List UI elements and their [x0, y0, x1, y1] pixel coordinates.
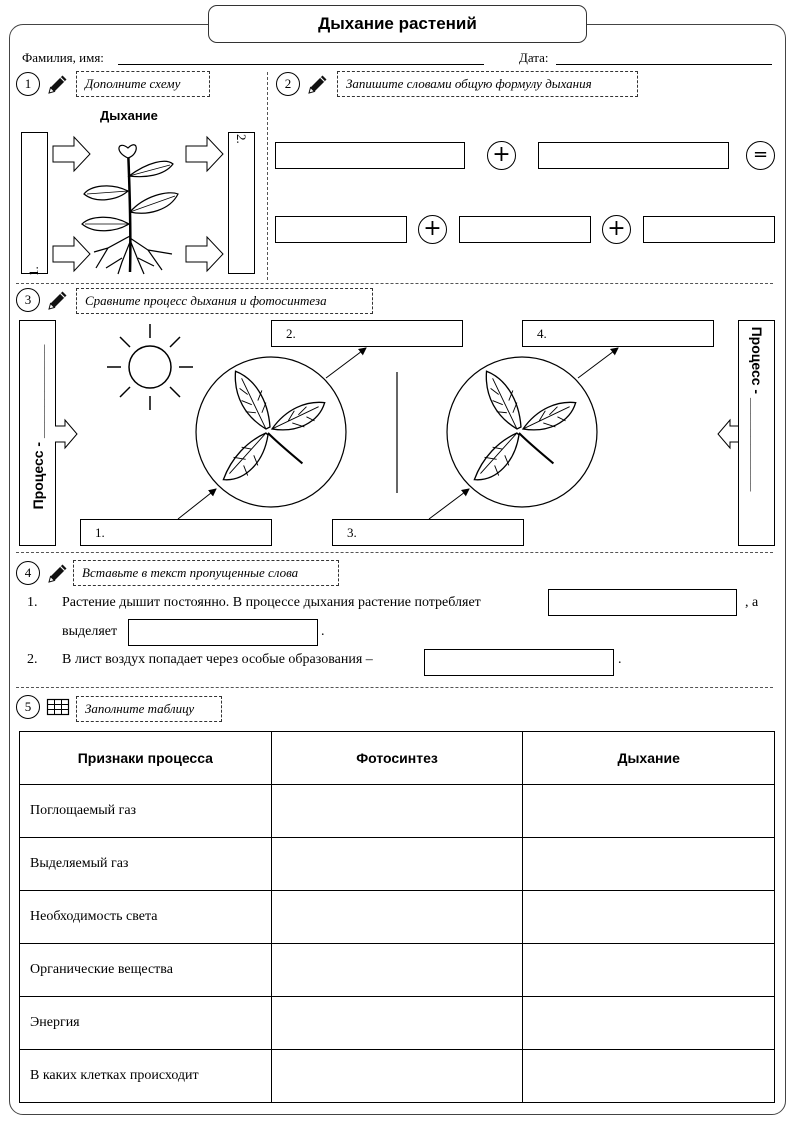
table-cell-respiration[interactable] — [523, 785, 775, 838]
row-label: В каких клетках происходит — [20, 1050, 272, 1103]
plus-icon: + — [487, 141, 516, 170]
task3-box2-number: 2. — [286, 326, 296, 341]
right-process-label: Процесс - ____________ — [749, 326, 765, 492]
task-number-3: 3 — [16, 288, 40, 312]
row-label: Поглощаемый газ — [20, 785, 272, 838]
task1-box1-number: 1. — [26, 266, 41, 276]
table-cell-photosynthesis[interactable] — [271, 944, 523, 997]
column-header: Фотосинтез — [271, 732, 523, 785]
table-cell-photosynthesis[interactable] — [271, 838, 523, 891]
item-number: 2. — [27, 652, 38, 667]
task1-instruction: Дополните схему — [76, 71, 210, 97]
table-cell-photosynthesis[interactable] — [271, 891, 523, 944]
item-number: 1. — [27, 595, 38, 610]
comparison-table — [19, 731, 775, 1103]
plus-icon: + — [418, 215, 447, 244]
section-divider — [16, 552, 773, 553]
task1-box2-number: 2. — [234, 134, 249, 144]
name-label: Фамилия, имя: — [22, 50, 104, 65]
item-text: . — [618, 652, 622, 667]
task3-box4-number: 4. — [537, 326, 547, 341]
task-number-5: 5 — [16, 695, 40, 719]
table-header-row — [20, 732, 775, 785]
table-cell-respiration[interactable] — [523, 997, 775, 1050]
table-row — [20, 944, 775, 997]
task1-heading: Дыхание — [100, 108, 158, 123]
fill-blank-input-2[interactable] — [128, 619, 318, 646]
left-process-label: Процесс - ____________ — [30, 344, 46, 510]
table-cell-respiration[interactable] — [523, 1050, 775, 1103]
task3-box3-number: 3. — [347, 525, 357, 540]
task3-box1-number: 1. — [95, 525, 105, 540]
row-label: Выделяемый газ — [20, 838, 272, 891]
table-row — [20, 891, 775, 944]
row-label: Необходимость света — [20, 891, 272, 944]
date-label: Дата: — [519, 50, 549, 65]
row-label: Энергия — [20, 997, 272, 1050]
table-row — [20, 1050, 775, 1103]
table-cell-respiration[interactable] — [523, 891, 775, 944]
row-label: Органические вещества — [20, 944, 272, 997]
item-text: В лист воздух попадает через особые образования – — [62, 652, 373, 667]
column-header: Дыхание — [523, 732, 775, 785]
table-cell-respiration[interactable] — [523, 838, 775, 891]
item-text: , а — [745, 595, 759, 610]
plus-icon: + — [602, 215, 631, 244]
task-number-2: 2 — [276, 72, 300, 96]
item-text: выделяет — [62, 624, 118, 639]
table-row — [20, 997, 775, 1050]
right-process-box[interactable] — [738, 320, 775, 546]
task2-instruction: Запишите словами общую формулу дыхания — [337, 71, 638, 97]
item-text: . — [321, 624, 325, 639]
table-cell-photosynthesis[interactable] — [271, 1050, 523, 1103]
table-cell-photosynthesis[interactable] — [271, 785, 523, 838]
task-number-4: 4 — [16, 561, 40, 585]
table-cell-respiration[interactable] — [523, 944, 775, 997]
pencil-icon — [46, 561, 70, 585]
fill-blank-input-1[interactable] — [548, 589, 737, 616]
section-divider — [16, 687, 773, 688]
page-title: Дыхание растений — [208, 5, 587, 43]
task4-instruction: Вставьте в текст пропущенные слова — [73, 560, 339, 586]
table-cell-photosynthesis[interactable] — [271, 997, 523, 1050]
equals-icon: = — [746, 141, 775, 170]
fill-blank-input-3[interactable] — [424, 649, 614, 676]
column-header: Признаки процесса — [20, 732, 272, 785]
task5-instruction: Заполните таблицу — [76, 696, 222, 722]
table-icon — [47, 699, 69, 715]
task3-instruction: Сравните процесс дыхания и фотосинтеза — [76, 288, 373, 314]
task-number-1: 1 — [16, 72, 40, 96]
table-row — [20, 785, 775, 838]
item-text: Растение дышит постоянно. В процессе дыхания растение потребляет — [62, 595, 481, 610]
table-row — [20, 838, 775, 891]
